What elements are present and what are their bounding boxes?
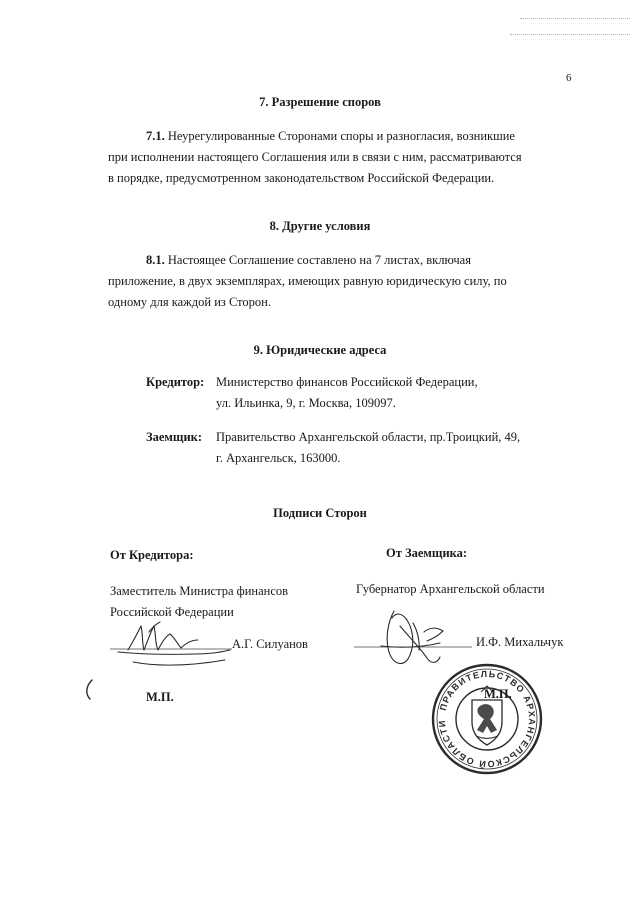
borrower-handwritten-signature — [381, 611, 443, 663]
paragraph-line: в порядке, предусмотренном законодательством Российской Федерации. — [108, 171, 495, 185]
creditor-handwritten-signature — [118, 622, 230, 665]
stray-ink-mark — [87, 680, 92, 699]
official-seal — [433, 665, 541, 773]
signatures-heading: Подписи Сторон — [273, 506, 367, 520]
paragraph-line: приложение, в двух экземплярах, имеющих равную юридическую силу, по — [108, 274, 507, 288]
borrower-position: Губернатор Архангельской области — [356, 582, 545, 596]
paragraph-line: одному для каждой из Сторон. — [108, 295, 271, 309]
borrower-address-line: Правительство Архангельской области, пр.Троицкий, 49, — [216, 430, 521, 444]
section-9-heading: 9. Юридические адреса — [253, 343, 387, 357]
borrower-signature-head: От Заемщика: — [386, 546, 468, 560]
paragraph-line: Настоящее Соглашение составлено на 7 листах, включая — [164, 253, 471, 267]
seal-text: ПРАВИТЕЛЬСТВО АРХАНГЕЛЬСКОЙ ОБЛАСТИ — [436, 668, 538, 770]
borrower-signer-name: И.Ф. Михальчук — [476, 635, 564, 649]
creditor-signer-name: А.Г. Силуанов — [232, 637, 308, 651]
creditor-address-line: Министерство финансов Российской Федерации, — [216, 375, 478, 389]
paragraph-line: при исполнении настоящего Соглашения или в связи с ним, рассматриваются — [108, 150, 522, 164]
borrower-stamp-mark: М.П. — [484, 687, 512, 701]
creditor-position-line: Заместитель Министра финансов — [110, 584, 289, 598]
creditor-position-line: Российской Федерации — [110, 605, 234, 619]
creditor-stamp-mark: М.П. — [146, 690, 174, 704]
paragraph-line: Неурегулированные Сторонами споры и разногласия, возникшие — [164, 129, 515, 143]
borrower-label: Заемщик: — [146, 430, 203, 444]
creditor-address-line: ул. Ильинка, 9, г. Москва, 109097. — [216, 396, 396, 410]
borrower-address-line: г. Архангельск, 163000. — [216, 451, 341, 465]
section-7-heading: 7. Разрешение споров — [259, 95, 381, 109]
creditor-signature-head: От Кредитора: — [110, 548, 194, 562]
paragraph-number: 7.1. — [146, 129, 165, 143]
section-8-heading: 8. Другие условия — [269, 219, 371, 233]
creditor-label: Кредитор: — [146, 375, 205, 389]
paragraph-number: 8.1. — [146, 253, 165, 267]
page-number: 6 — [566, 72, 572, 84]
